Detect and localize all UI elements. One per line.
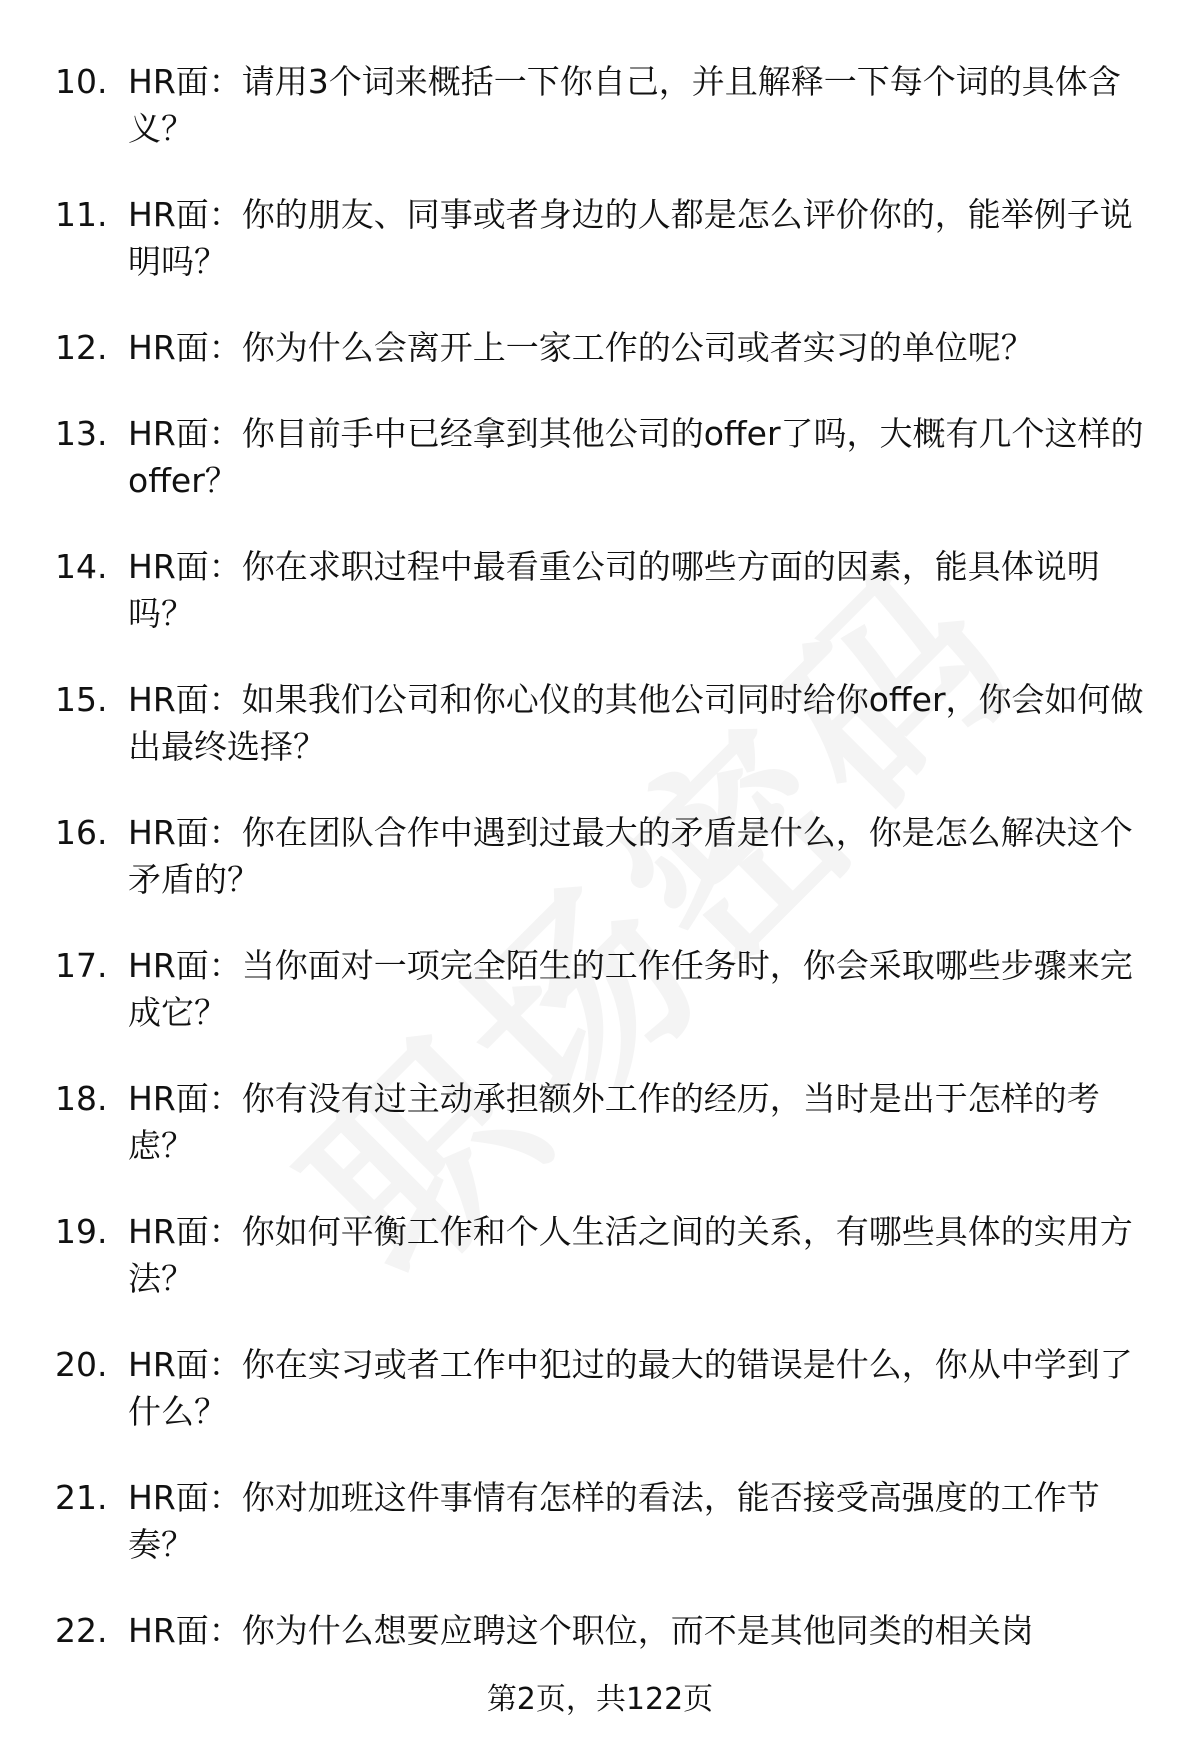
question-item-10 xyxy=(55,58,1155,152)
question-text: HR面：你如何平衡工作和个人生活之间的关系，有哪些具体的实用方法？ xyxy=(128,1212,1133,1298)
question-number: 10. xyxy=(55,62,108,101)
page-footer: 第2页，共122页 xyxy=(486,1682,714,1717)
question-number: 18. xyxy=(55,1079,108,1118)
question-item-20 xyxy=(55,1341,1155,1435)
question-item-16 xyxy=(55,809,1155,903)
question-item-22 xyxy=(55,1607,1155,1654)
question-text: HR面：你在实习或者工作中犯过的最大的错误是什么，你从中学到了什么？ xyxy=(128,1345,1133,1431)
question-item-17 xyxy=(55,942,1155,1036)
question-text: HR面：你为什么想要应聘这个职位，而不是其他同类的相关岗 xyxy=(128,1611,1034,1650)
question-text: HR面：当你面对一项完全陌生的工作任务时，你会采取哪些步骤来完成它？ xyxy=(128,946,1133,1032)
question-text: HR面：你对加班这件事情有怎样的看法，能否接受高强度的工作节奏？ xyxy=(128,1478,1100,1564)
question-text: HR面：如果我们公司和你心仪的其他公司同时给你offer，你会如何做出最终选择？ xyxy=(128,680,1144,766)
question-number: 17. xyxy=(55,946,108,985)
question-number: 15. xyxy=(55,680,108,719)
question-item-14 xyxy=(55,543,1155,637)
question-number: 21. xyxy=(55,1478,108,1517)
question-number: 13. xyxy=(55,414,108,453)
question-number: 16. xyxy=(55,813,108,852)
question-item-12 xyxy=(55,324,1155,371)
question-number: 12. xyxy=(55,328,108,367)
question-number: 19. xyxy=(55,1212,108,1251)
question-item-18 xyxy=(55,1075,1155,1169)
question-list xyxy=(55,58,1155,1693)
question-text: HR面：你目前手中已经拿到其他公司的offer了吗，大概有几个这样的offer？ xyxy=(128,414,1144,500)
question-number: 14. xyxy=(55,547,108,586)
question-text: HR面：你有没有过主动承担额外工作的经历，当时是出于怎样的考虑？ xyxy=(128,1079,1100,1165)
question-text: HR面：你在求职过程中最看重公司的哪些方面的因素，能具体说明吗？ xyxy=(128,547,1100,633)
question-item-13 xyxy=(55,410,1155,504)
question-number: 11. xyxy=(55,195,108,234)
question-item-19 xyxy=(55,1208,1155,1302)
question-text: HR面：你在团队合作中遇到过最大的矛盾是什么，你是怎么解决这个矛盾的？ xyxy=(128,813,1133,899)
question-text: HR面：你为什么会离开上一家工作的公司或者实习的单位呢？ xyxy=(128,328,1034,367)
question-text: HR面：你的朋友、同事或者身边的人都是怎么评价你的，能举例子说明吗？ xyxy=(128,195,1133,281)
question-text: HR面：请用3个词来概括一下你自己，并且解释一下每个词的具体含义？ xyxy=(128,62,1121,148)
question-item-15 xyxy=(55,676,1155,770)
question-item-11 xyxy=(55,191,1155,285)
question-number: 22. xyxy=(55,1611,108,1650)
question-item-21 xyxy=(55,1474,1155,1568)
question-number: 20. xyxy=(55,1345,108,1384)
